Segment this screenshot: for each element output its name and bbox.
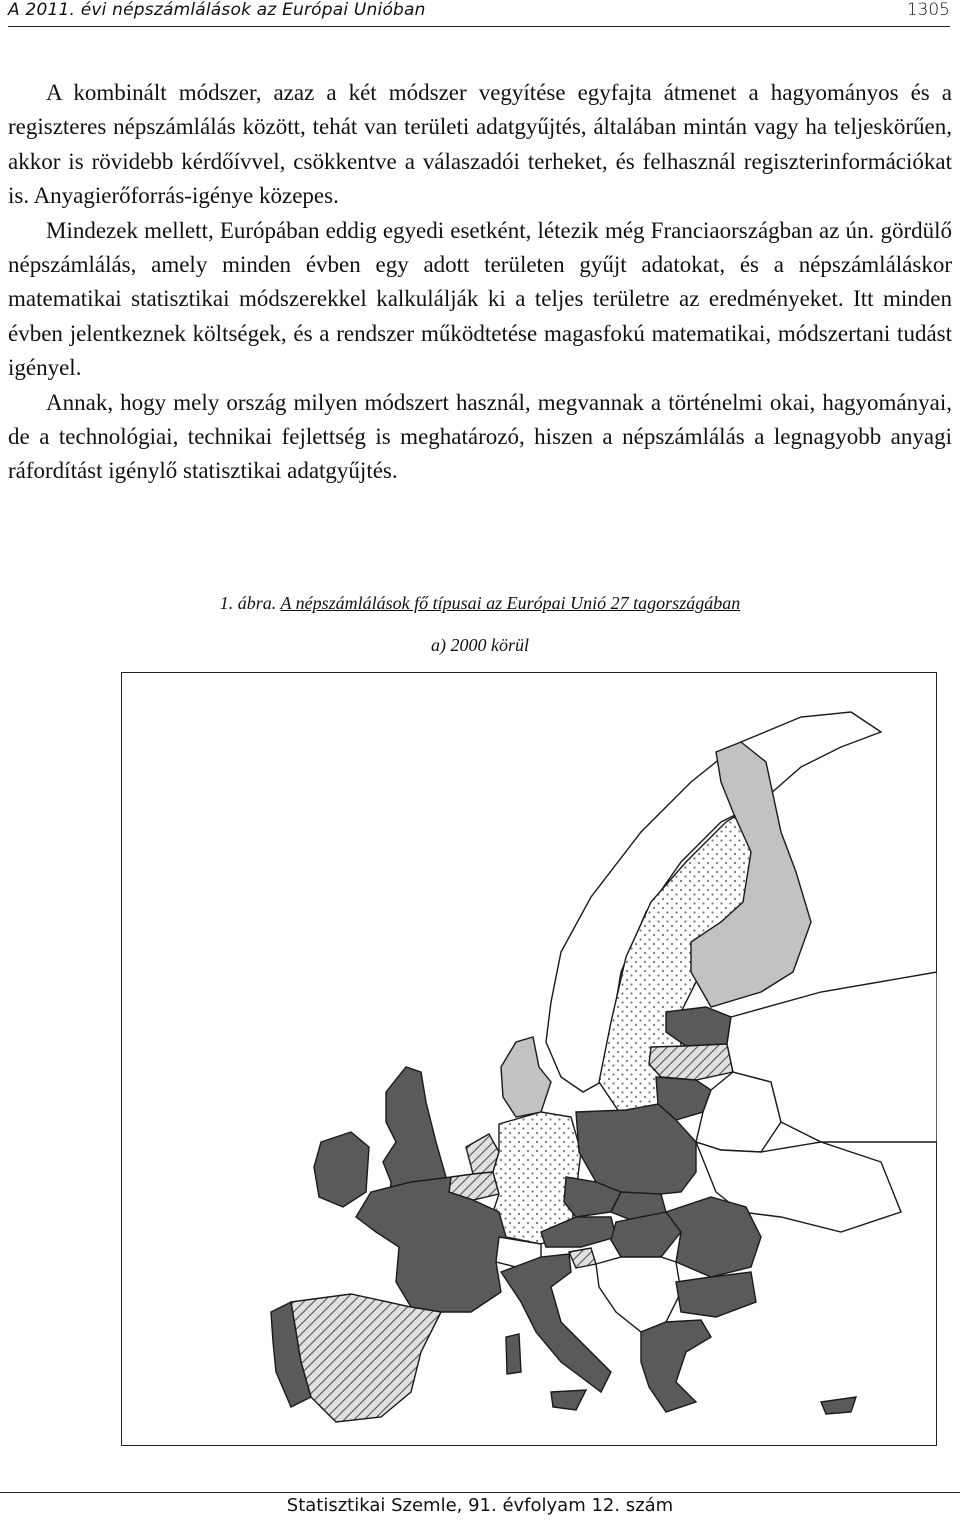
europe-census-map xyxy=(121,672,937,1446)
map-region-latvia xyxy=(649,1044,733,1080)
map-region-sardinia xyxy=(506,1334,521,1374)
figure-caption-text: A népszámlálások fő típusai az Európai Unió 27 tagországában xyxy=(280,593,741,613)
paragraph: Annak, hogy mely ország milyen módszert használ, megvannak a történelmi okai, hagyományai, de a technológiai, technikai fejlettség is meghatározó, hiszen a népszámlálás a legnagyobb anyagi ráfordítást igénylő statisztikai adatgyűjtés. xyxy=(8,389,952,484)
page-number: 1305 xyxy=(906,0,950,20)
running-title: A 2011. évi népszámlálások az Európai Unióban xyxy=(8,0,426,20)
map-region-ireland xyxy=(314,1132,369,1207)
figure-caption xyxy=(0,593,960,614)
paragraph: Mindezek mellett, Európában eddig egyedi esetként, létezik még Franciaországban az ún. gördülő népszámlálás, amely minden évben egy adott területen gyűjt adatokat, és a népszámláláskor matematikai statisztikai módszerekkel kalkulálják ki a teljes területre az eredményeket. Itt minden évben jelentkeznek költségek, és a rendszer működtetése magasfokú matematikai, módszertani tudást igényel. xyxy=(8,217,952,381)
paragraph: A kombinált módszer, azaz a két módszer vegyítése egyfajta átmenet a hagyományos és a regiszteres népszámlálás között, tehát van területi adatgyűjtés, általában mintán vagy ha teljeskörűen, akkor is rövidebb kérdőívvel, csökkentve a válaszadói terheket, és felhasznál regiszterinformációkat is. Anyagierőforrás-igénye közepes. xyxy=(8,80,952,209)
body-text xyxy=(8,76,952,489)
running-header xyxy=(8,0,950,27)
figure-subcaption: a) 2000 körül xyxy=(431,635,529,655)
figure-caption-label: 1. ábra. xyxy=(219,593,277,613)
running-footer: Statisztikai Szemle, 91. évfolyam 12. szám xyxy=(0,1492,960,1521)
